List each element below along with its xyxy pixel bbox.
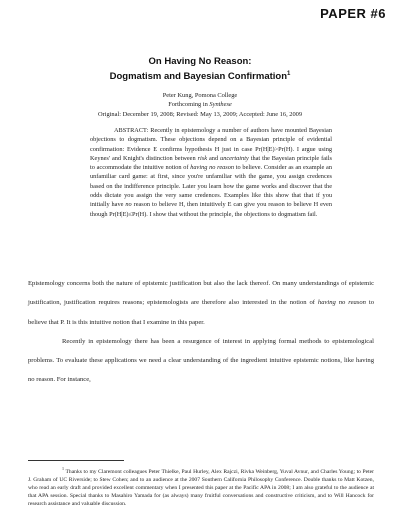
paper-title-line-1: On Having No Reason: (148, 56, 252, 67)
abstract-text-1: ABSTRACT: Recently in epistemology a number of authors have mounted Bayesian objections to dogmatism. These objections depend on a Bayesian principle of evidential confirmation: Evidence E confirms hypothesis H just in case Pr(H|E)>Pr(H). I argue using Keynes' and Knight's distinction between (90, 127, 332, 162)
abstract-text-3: to believe. Consider as an example an unfamiliar card game: at first, since you're unfamiliar with the game, you assign credences based on the indifference principle. Later you learn how the game works and discover that the odds dictate you assign the very same credences. Examples like this show that that if you initially have (90, 164, 333, 209)
body-text (28, 274, 374, 390)
body-paragraph-2: Recently in epistemology there has been a resurgence of interest in applying formal methods to epistemological problems. To evaluate these applications we need a clear understanding of the ingredient intuitive epistemic notions, like having no reason. For instance, (28, 337, 374, 384)
publication-status (0, 100, 400, 109)
paper-number-label: PAPER #6 (320, 6, 386, 21)
status-prefix: Forthcoming in (168, 101, 210, 109)
body-paragraph-1 (28, 274, 374, 332)
footnote (28, 465, 374, 508)
abstract (90, 126, 332, 219)
paper-title-line-2 (0, 68, 400, 83)
footnote-text: Thanks to my Claremont colleagues Peter Thielke, Paul Hurley, Alex Rajczi, Rivka Weinberg, Yuval Avnur, and Charles Young; to Peter J. Graham of UC Riverside; to Stew Cohen; and to an audience at the 2007 Southern California Philosophy Conference. Double thanks to Matt Kotzen, who read an early draft and provided excellent commentary when I presented this paper at the Pacific APA in 2008; I am also grateful to the audience at that APA session. Special thanks to Masahiro Yamada for (as always) many fruitful conversations and constructive criticism, and to Will Hancock for research assistance and valuable discussion. (28, 468, 374, 507)
abstract-text-4: reason to believe H, then intuitively E can give you reason to believe H even though Pr(H|E)≤Pr(H). I show that without the principle, the objections to dogmatism fail. (90, 201, 333, 218)
title-block (0, 55, 400, 119)
abstract-term-uncertainty: uncertainty (220, 154, 249, 162)
abstract-term-risk: risk (197, 154, 208, 162)
revision-dates: Original: December 19, 2008; Revised: May 13, 2009; Accepted: June 16, 2009 (97, 110, 303, 118)
footnote-rule (28, 460, 124, 461)
abstract-term-having-no-reason: having no reason (190, 164, 235, 172)
journal-name: Synthese (209, 101, 232, 109)
body-para1-text-b: to believe that P. It is this intuitive notion that I examine in this paper. (28, 299, 375, 326)
body-para1-text-a: Epistemology concerns both the nature of epistemic justification but also the lack thereof. On many understandings of epistemic justification, justification requires reasons; epistemologists are therefore also interested in the notion of (28, 280, 374, 307)
title-footnote-mark: 1 (287, 71, 291, 77)
body-para1-emphasis: having no reason (317, 299, 366, 307)
abstract-conj: and (207, 154, 221, 162)
paper-meta (0, 91, 400, 119)
abstract-term-no: no (125, 201, 132, 209)
abstract-text-2: that the Bayesian principle fails to accommodate the intuitive notion of (90, 154, 333, 172)
footnote-mark: 1 (62, 466, 64, 471)
author-affiliation: Peter Kung, Pomona College (162, 92, 238, 100)
paper-subtitle: Dogmatism and Bayesian Confirmation (109, 71, 288, 83)
